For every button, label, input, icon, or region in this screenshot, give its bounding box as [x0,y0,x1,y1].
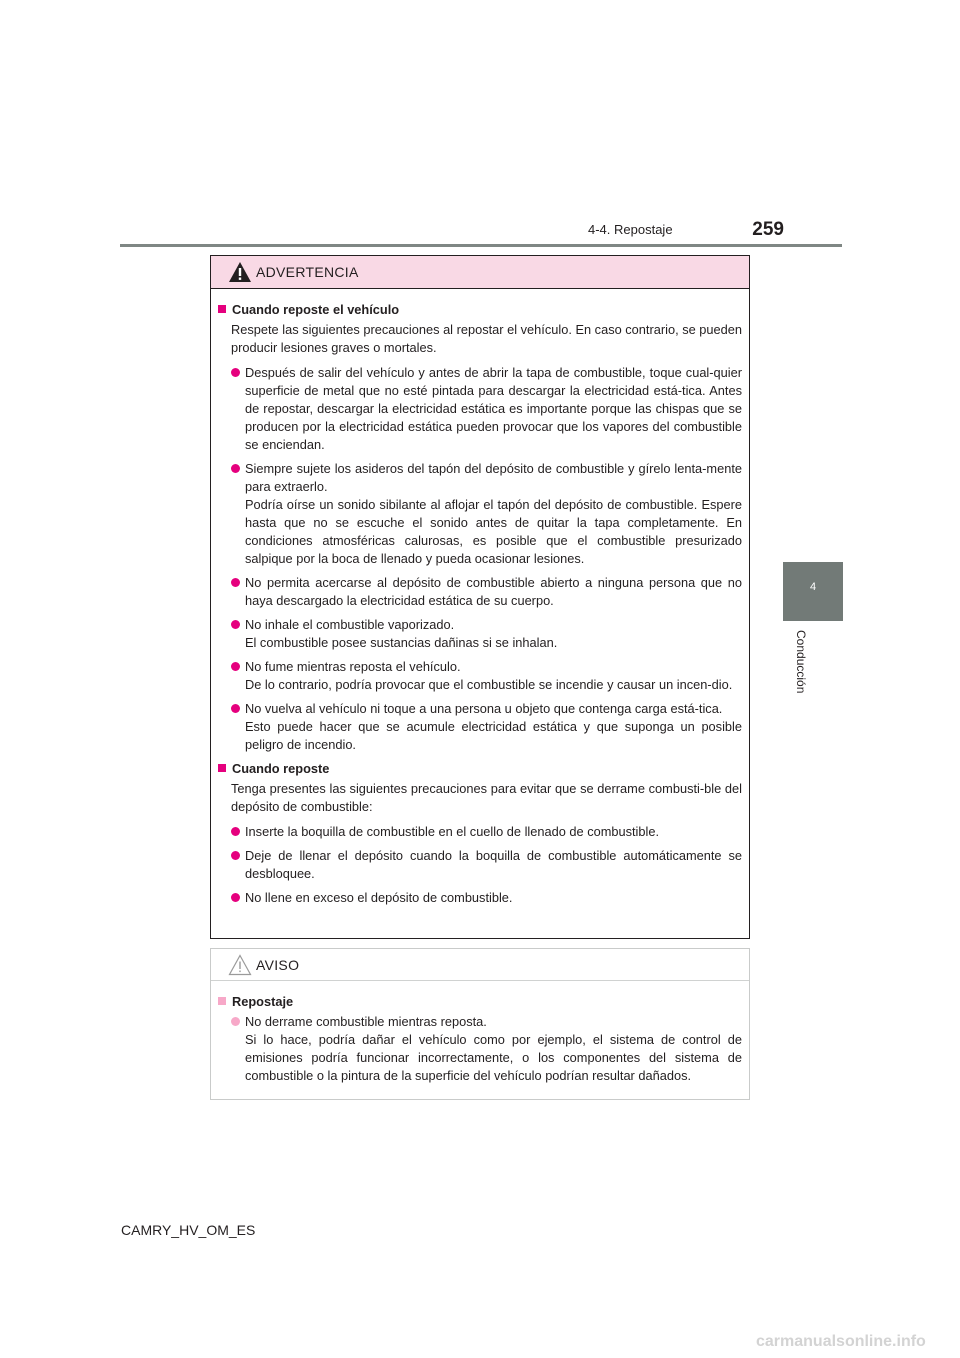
list-item-line: Esto puede hacer que se acumule electricidad estática y que suponga un posible peligro de incendio. [245,719,742,752]
round-bullet-icon [231,1017,240,1026]
notice-header [211,949,749,981]
list-item-line: No permita acercarse al depósito de combustible abierto a ninguna persona que no haya descargado la electricidad estática de su cuerpo. [245,575,742,608]
square-bullet-icon [218,764,226,772]
list-item-text [245,1013,742,1085]
round-bullet-icon [231,851,240,860]
round-bullet-icon [231,368,240,377]
round-bullet-icon [231,662,240,671]
list-item-text [245,847,742,883]
list-item-line: No fume mientras reposta el vehículo. [245,659,461,674]
list-item-text [245,658,742,694]
warning-box [210,255,750,939]
warning-header [211,256,749,289]
list-item-text [245,889,742,907]
round-bullet-icon [231,827,240,836]
round-bullet-icon [231,578,240,587]
list-item-line: No llene en exceso el depósito de combustible. [245,890,513,905]
list-item-text [245,823,742,841]
round-bullet-icon [231,620,240,629]
list-item-line: No vuelva al vehículo ni toque a una persona u objeto que contenga carga está-tica. [245,701,723,716]
list-item [231,460,742,568]
list-item [231,364,742,454]
list-item [231,574,742,610]
list-item-text [245,460,742,568]
section-title: 4-4. Repostaje [588,222,673,237]
list-item [231,847,742,883]
section-intro: Respete las siguientes precauciones al repostar el vehículo. En caso contrario, se pueden producir lesiones graves o mortales. [231,322,742,355]
notice-title: AVISO [256,956,300,973]
section-heading-text: Repostaje [232,994,294,1009]
list-item-line: No inhale el combustible vaporizado. [245,617,455,632]
warning-body [211,289,749,907]
notice-box [210,948,750,1100]
list-item-line: Inserte la boquilla de combustible en el cuello de llenado de combustible. [245,824,660,839]
list-item [231,1013,742,1085]
notice-body [211,981,749,1085]
list-item [231,889,742,907]
page-number: 259 [752,219,784,240]
square-bullet-icon [218,997,226,1005]
list-item-line: Si lo hace, podría dañar el vehículo como por ejemplo, el sistema de control de emisiones podría funcionar incorrectamente, o los componentes del sistema de combustible o la pintura de la superficie del vehículo podrían resultar dañados. [245,1032,742,1083]
round-bullet-icon [231,893,240,902]
chapter-label: Conducción [794,630,808,694]
section-intro: Tenga presentes las siguientes precauciones para evitar que se derrame combusti-ble del depósito de combustible: [231,781,742,814]
section-heading [218,993,742,1011]
footer-code: CAMRY_HV_OM_ES [121,1222,256,1238]
caution-triangle-icon [228,954,252,976]
warning-title: ADVERTENCIA [256,264,359,280]
header-rule [120,244,842,247]
chapter-tab [783,562,843,621]
chapter-number: 4 [809,581,817,593]
section-heading [218,301,742,319]
list-item-line: Después de salir del vehículo y antes de abrir la tapa de combustible, toque cual-quier superficie de metal que no esté pintada para descargar la electricidad está-tica. Antes de repostar, descargar la electricidad estática es importante porque las chispas que se producen por la electricidad estática pueden provocar que los vapores del combustible se enciendan. [245,365,742,452]
square-bullet-icon [218,305,226,313]
list-item-text [245,616,742,652]
list-item [231,700,742,754]
round-bullet-icon [231,704,240,713]
list-item-line: No derrame combustible mientras reposta. [245,1014,487,1029]
list-item-line: De lo contrario, podría provocar que el combustible se incendie y causar un incen-dio. [245,677,733,692]
list-item [231,823,742,841]
warning-triangle-icon [228,261,252,283]
list-item-line: Siempre sujete los asideros del tapón del depósito de combustible y gírelo lenta-mente para extraerlo. [245,461,742,494]
list-item [231,658,742,694]
section-heading-text: Cuando reposte [232,761,330,776]
list-item-text [245,574,742,610]
section-heading [218,760,742,778]
section-heading-text: Cuando reposte el vehículo [232,302,400,317]
list-item-line: El combustible posee sustancias dañinas si se inhalan. [245,635,558,650]
list-item-line: Deje de llenar el depósito cuando la boquilla de combustible automáticamente se desbloquee. [245,848,742,881]
list-item [231,616,742,652]
round-bullet-icon [231,464,240,473]
list-item-text [245,364,742,454]
list-item-line: Podría oírse un sonido sibilante al aflojar el tapón del depósito de combustible. Espere hasta que no se escuche el sonido antes de quitar la tapa completamente. En condiciones atmosféricas calurosas, es posible que el combustible presurizado salpique por la boca de llenado y pueda ocasionar lesiones. [245,497,742,566]
watermark: carmanualsonline.info [756,1333,926,1350]
list-item-text [245,700,742,754]
